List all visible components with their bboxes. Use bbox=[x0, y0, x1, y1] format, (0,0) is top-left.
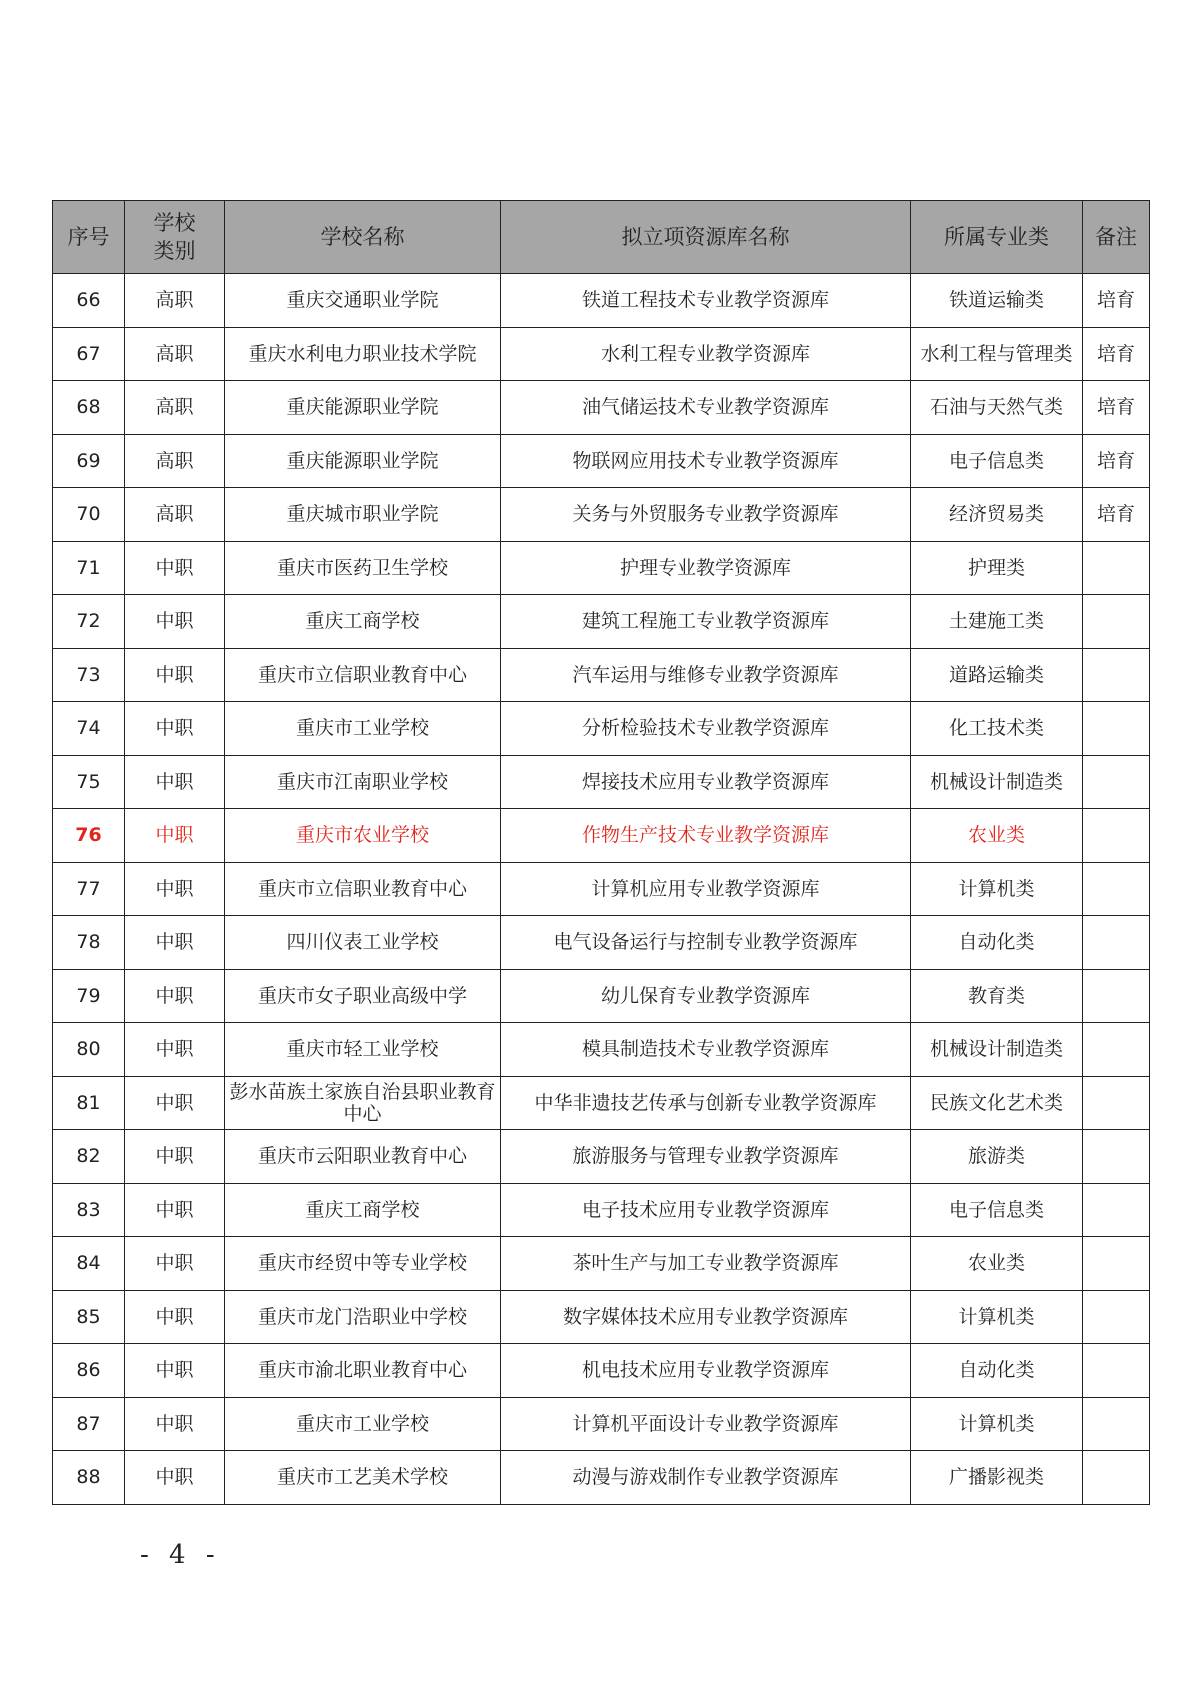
table-row bbox=[53, 1183, 1150, 1237]
cell-note bbox=[1083, 702, 1150, 756]
cell-note bbox=[1083, 595, 1150, 649]
cell-seq: 73 bbox=[53, 648, 125, 702]
cell-category: 中职 bbox=[125, 1076, 225, 1130]
cell-note bbox=[1083, 541, 1150, 595]
header-category: 学校 类别 bbox=[125, 201, 225, 274]
cell-seq: 88 bbox=[53, 1451, 125, 1505]
cell-school: 重庆市农业学校 bbox=[225, 809, 501, 863]
table-row bbox=[53, 541, 1150, 595]
cell-discipline: 化工技术类 bbox=[911, 702, 1083, 756]
cell-category: 中职 bbox=[125, 702, 225, 756]
cell-library: 分析检验技术专业教学资源库 bbox=[501, 702, 911, 756]
cell-school: 重庆城市职业学院 bbox=[225, 488, 501, 542]
cell-school: 重庆交通职业学院 bbox=[225, 274, 501, 328]
cell-library: 铁道工程技术专业教学资源库 bbox=[501, 274, 911, 328]
cell-category: 中职 bbox=[125, 755, 225, 809]
cell-category: 中职 bbox=[125, 862, 225, 916]
cell-school: 重庆市云阳职业教育中心 bbox=[225, 1130, 501, 1184]
cell-note bbox=[1083, 755, 1150, 809]
cell-seq: 68 bbox=[53, 381, 125, 435]
cell-discipline: 农业类 bbox=[911, 1237, 1083, 1291]
cell-library: 油气储运技术专业教学资源库 bbox=[501, 381, 911, 435]
cell-discipline: 电子信息类 bbox=[911, 1183, 1083, 1237]
table-row bbox=[53, 1451, 1150, 1505]
table-row bbox=[53, 327, 1150, 381]
cell-category: 高职 bbox=[125, 488, 225, 542]
table-row bbox=[53, 1397, 1150, 1451]
cell-note: 培育 bbox=[1083, 381, 1150, 435]
cell-note bbox=[1083, 648, 1150, 702]
cell-school: 重庆市立信职业教育中心 bbox=[225, 862, 501, 916]
cell-category: 中职 bbox=[125, 1183, 225, 1237]
cell-library: 作物生产技术专业教学资源库 bbox=[501, 809, 911, 863]
table-row bbox=[53, 488, 1150, 542]
cell-library: 计算机平面设计专业教学资源库 bbox=[501, 1397, 911, 1451]
cell-library: 关务与外贸服务专业教学资源库 bbox=[501, 488, 911, 542]
cell-category: 中职 bbox=[125, 969, 225, 1023]
header-note: 备注 bbox=[1083, 201, 1150, 274]
cell-category: 中职 bbox=[125, 595, 225, 649]
cell-category: 高职 bbox=[125, 274, 225, 328]
cell-seq: 79 bbox=[53, 969, 125, 1023]
cell-note: 培育 bbox=[1083, 327, 1150, 381]
cell-school: 重庆市立信职业教育中心 bbox=[225, 648, 501, 702]
cell-library: 物联网应用技术专业教学资源库 bbox=[501, 434, 911, 488]
cell-school: 重庆市轻工业学校 bbox=[225, 1023, 501, 1077]
cell-discipline: 水利工程与管理类 bbox=[911, 327, 1083, 381]
cell-seq: 82 bbox=[53, 1130, 125, 1184]
header-discipline: 所属专业类 bbox=[911, 201, 1083, 274]
cell-discipline: 自动化类 bbox=[911, 916, 1083, 970]
cell-seq: 77 bbox=[53, 862, 125, 916]
cell-category: 高职 bbox=[125, 381, 225, 435]
table-body bbox=[53, 274, 1150, 1505]
cell-note bbox=[1083, 1076, 1150, 1130]
cell-library: 旅游服务与管理专业教学资源库 bbox=[501, 1130, 911, 1184]
table-row bbox=[53, 595, 1150, 649]
cell-category: 高职 bbox=[125, 434, 225, 488]
cell-category: 中职 bbox=[125, 1023, 225, 1077]
cell-library: 数字媒体技术应用专业教学资源库 bbox=[501, 1290, 911, 1344]
cell-category: 中职 bbox=[125, 1237, 225, 1291]
cell-seq: 71 bbox=[53, 541, 125, 595]
cell-note bbox=[1083, 1344, 1150, 1398]
table-row bbox=[53, 381, 1150, 435]
cell-note bbox=[1083, 1397, 1150, 1451]
table-row bbox=[53, 916, 1150, 970]
cell-library: 护理专业教学资源库 bbox=[501, 541, 911, 595]
cell-school: 重庆市医药卫生学校 bbox=[225, 541, 501, 595]
cell-note bbox=[1083, 862, 1150, 916]
cell-discipline: 民族文化艺术类 bbox=[911, 1076, 1083, 1130]
cell-library: 电子技术应用专业教学资源库 bbox=[501, 1183, 911, 1237]
cell-category: 中职 bbox=[125, 648, 225, 702]
table-row bbox=[53, 274, 1150, 328]
cell-seq: 66 bbox=[53, 274, 125, 328]
cell-school: 重庆市经贸中等专业学校 bbox=[225, 1237, 501, 1291]
cell-discipline: 教育类 bbox=[911, 969, 1083, 1023]
cell-discipline: 计算机类 bbox=[911, 1290, 1083, 1344]
table-row bbox=[53, 755, 1150, 809]
table-row bbox=[53, 702, 1150, 756]
cell-library: 中华非遗技艺传承与创新专业教学资源库 bbox=[501, 1076, 911, 1130]
cell-library: 幼儿保育专业教学资源库 bbox=[501, 969, 911, 1023]
table-header bbox=[53, 201, 1150, 274]
cell-category: 中职 bbox=[125, 916, 225, 970]
cell-discipline: 旅游类 bbox=[911, 1130, 1083, 1184]
cell-discipline: 计算机类 bbox=[911, 862, 1083, 916]
table-row bbox=[53, 434, 1150, 488]
header-seq: 序号 bbox=[53, 201, 125, 274]
header-row bbox=[53, 201, 1150, 274]
cell-library: 焊接技术应用专业教学资源库 bbox=[501, 755, 911, 809]
cell-library: 动漫与游戏制作专业教学资源库 bbox=[501, 1451, 911, 1505]
cell-seq: 75 bbox=[53, 755, 125, 809]
cell-discipline: 机械设计制造类 bbox=[911, 755, 1083, 809]
cell-library: 汽车运用与维修专业教学资源库 bbox=[501, 648, 911, 702]
cell-school: 重庆市江南职业学校 bbox=[225, 755, 501, 809]
cell-discipline: 道路运输类 bbox=[911, 648, 1083, 702]
cell-school: 四川仪表工业学校 bbox=[225, 916, 501, 970]
cell-seq: 72 bbox=[53, 595, 125, 649]
cell-discipline: 铁道运输类 bbox=[911, 274, 1083, 328]
table-row bbox=[53, 809, 1150, 863]
resource-library-table bbox=[52, 200, 1150, 1505]
cell-school: 彭水苗族土家族自治县职业教育中心 bbox=[225, 1076, 501, 1130]
cell-note bbox=[1083, 1451, 1150, 1505]
cell-discipline: 电子信息类 bbox=[911, 434, 1083, 488]
cell-school: 重庆市工艺美术学校 bbox=[225, 1451, 501, 1505]
cell-discipline: 自动化类 bbox=[911, 1344, 1083, 1398]
cell-school: 重庆市工业学校 bbox=[225, 1397, 501, 1451]
cell-library: 机电技术应用专业教学资源库 bbox=[501, 1344, 911, 1398]
table-row bbox=[53, 1237, 1150, 1291]
cell-note bbox=[1083, 969, 1150, 1023]
cell-school: 重庆工商学校 bbox=[225, 595, 501, 649]
table-row bbox=[53, 1130, 1150, 1184]
cell-school: 重庆工商学校 bbox=[225, 1183, 501, 1237]
cell-discipline: 广播影视类 bbox=[911, 1451, 1083, 1505]
cell-library: 电气设备运行与控制专业教学资源库 bbox=[501, 916, 911, 970]
cell-seq: 76 bbox=[53, 809, 125, 863]
cell-note: 培育 bbox=[1083, 274, 1150, 328]
cell-discipline: 机械设计制造类 bbox=[911, 1023, 1083, 1077]
cell-discipline: 石油与天然气类 bbox=[911, 381, 1083, 435]
cell-category: 中职 bbox=[125, 541, 225, 595]
cell-note bbox=[1083, 1023, 1150, 1077]
table-row bbox=[53, 1290, 1150, 1344]
cell-seq: 74 bbox=[53, 702, 125, 756]
table-row bbox=[53, 1076, 1150, 1130]
cell-category: 中职 bbox=[125, 1451, 225, 1505]
cell-note bbox=[1083, 809, 1150, 863]
cell-seq: 87 bbox=[53, 1397, 125, 1451]
table-row bbox=[53, 1344, 1150, 1398]
cell-category: 中职 bbox=[125, 1397, 225, 1451]
cell-library: 建筑工程施工专业教学资源库 bbox=[501, 595, 911, 649]
cell-school: 重庆能源职业学院 bbox=[225, 381, 501, 435]
cell-school: 重庆市龙门浩职业中学校 bbox=[225, 1290, 501, 1344]
cell-note: 培育 bbox=[1083, 434, 1150, 488]
cell-category: 中职 bbox=[125, 1344, 225, 1398]
cell-library: 计算机应用专业教学资源库 bbox=[501, 862, 911, 916]
cell-school: 重庆市女子职业高级中学 bbox=[225, 969, 501, 1023]
table-row bbox=[53, 862, 1150, 916]
cell-seq: 84 bbox=[53, 1237, 125, 1291]
cell-school: 重庆能源职业学院 bbox=[225, 434, 501, 488]
cell-category: 中职 bbox=[125, 1130, 225, 1184]
cell-note bbox=[1083, 1237, 1150, 1291]
cell-seq: 85 bbox=[53, 1290, 125, 1344]
cell-library: 茶叶生产与加工专业教学资源库 bbox=[501, 1237, 911, 1291]
header-school: 学校名称 bbox=[225, 201, 501, 274]
cell-seq: 70 bbox=[53, 488, 125, 542]
table-row bbox=[53, 648, 1150, 702]
cell-discipline: 土建施工类 bbox=[911, 595, 1083, 649]
cell-seq: 81 bbox=[53, 1076, 125, 1130]
table-row bbox=[53, 969, 1150, 1023]
cell-category: 中职 bbox=[125, 1290, 225, 1344]
cell-note bbox=[1083, 916, 1150, 970]
cell-seq: 80 bbox=[53, 1023, 125, 1077]
cell-discipline: 计算机类 bbox=[911, 1397, 1083, 1451]
cell-discipline: 经济贸易类 bbox=[911, 488, 1083, 542]
cell-category: 中职 bbox=[125, 809, 225, 863]
cell-seq: 67 bbox=[53, 327, 125, 381]
cell-note bbox=[1083, 1290, 1150, 1344]
cell-seq: 78 bbox=[53, 916, 125, 970]
cell-note bbox=[1083, 1130, 1150, 1184]
cell-school: 重庆水利电力职业技术学院 bbox=[225, 327, 501, 381]
cell-school: 重庆市工业学校 bbox=[225, 702, 501, 756]
cell-seq: 86 bbox=[53, 1344, 125, 1398]
cell-note: 培育 bbox=[1083, 488, 1150, 542]
cell-seq: 69 bbox=[53, 434, 125, 488]
cell-discipline: 护理类 bbox=[911, 541, 1083, 595]
header-library: 拟立项资源库名称 bbox=[501, 201, 911, 274]
cell-note bbox=[1083, 1183, 1150, 1237]
page-number: - 4 - bbox=[140, 1540, 221, 1570]
cell-library: 模具制造技术专业教学资源库 bbox=[501, 1023, 911, 1077]
cell-school: 重庆市渝北职业教育中心 bbox=[225, 1344, 501, 1398]
cell-library: 水利工程专业教学资源库 bbox=[501, 327, 911, 381]
cell-discipline: 农业类 bbox=[911, 809, 1083, 863]
cell-seq: 83 bbox=[53, 1183, 125, 1237]
table-row bbox=[53, 1023, 1150, 1077]
cell-category: 高职 bbox=[125, 327, 225, 381]
